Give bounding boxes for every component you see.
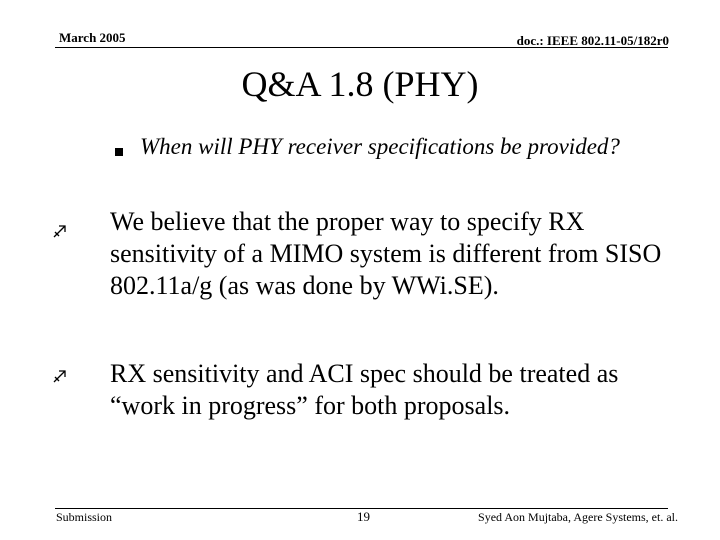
square-bullet-icon xyxy=(115,148,123,156)
footer-submission: Submission xyxy=(56,510,113,524)
header-divider xyxy=(55,47,668,48)
answer-item-1: We believe that the proper way to specify RX sensitivity of a MIMO system is different from SISO 802.11a/g (as was done by WWi.SE). xyxy=(110,207,662,300)
footer-page-number: 19 xyxy=(357,509,370,524)
diagonal-arrow-icon xyxy=(52,223,68,239)
header-doc-id: doc.: IEEE 802.11-05/182r0 xyxy=(516,33,669,48)
slide-title: Q&A 1.8 (PHY) xyxy=(241,64,479,104)
footer-author: Syed Aon Mujtaba, Agere Systems, et. al. xyxy=(478,510,678,524)
answer-item-2: RX sensitivity and ACI spec should be treated as “work in progress” for both proposals. xyxy=(110,359,619,420)
diagonal-arrow-icon xyxy=(52,368,68,384)
header-date: March 2005 xyxy=(59,30,126,45)
question-text: When will PHY receiver specifications be provided? xyxy=(140,134,620,159)
